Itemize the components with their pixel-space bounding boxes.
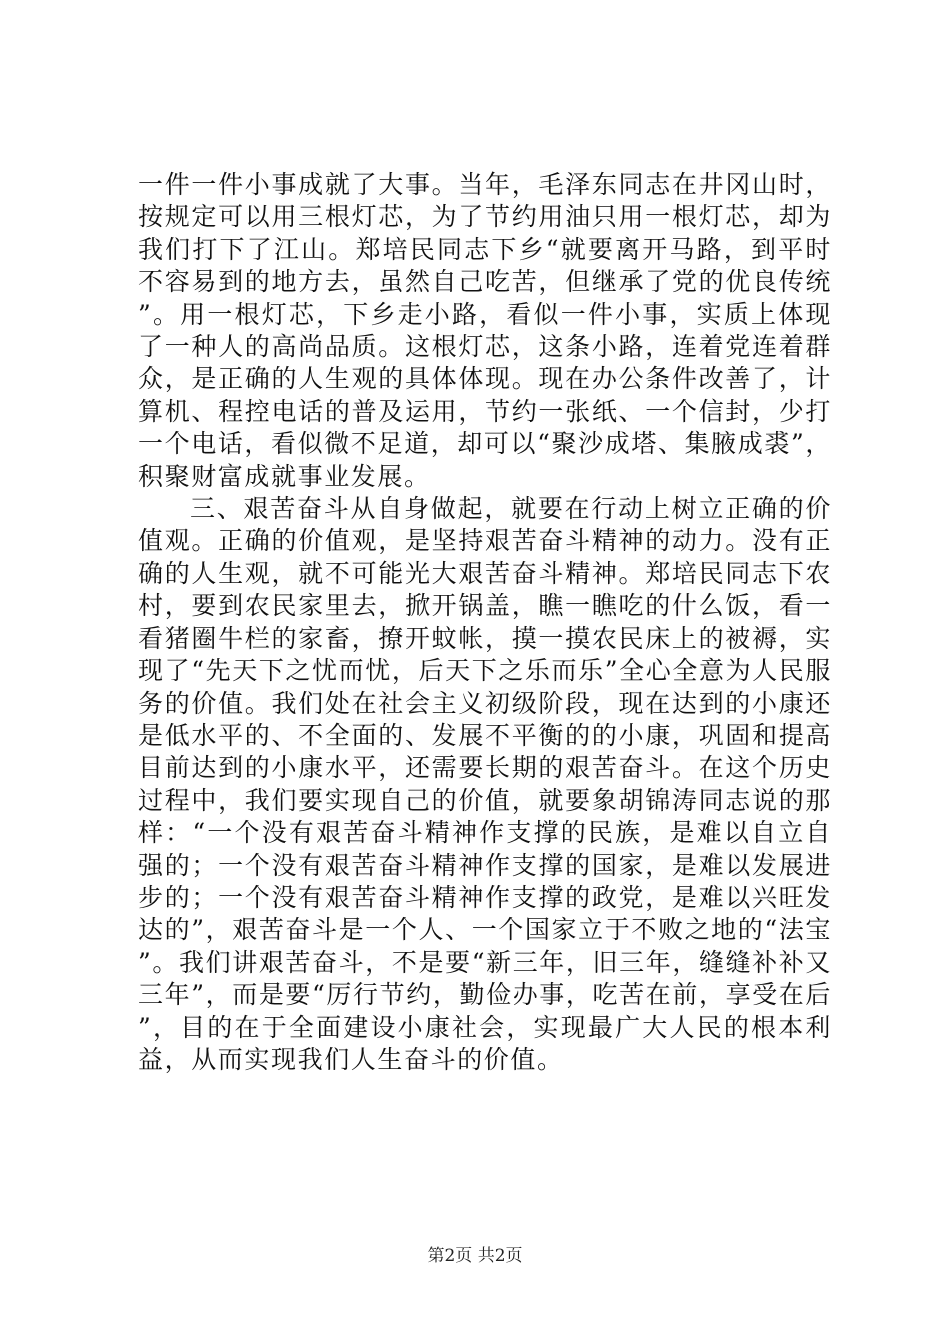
document-body — [138, 169, 832, 1076]
page-number-footer: 第2页 共2页 — [427, 1246, 523, 1266]
paragraph-2: 三、艰苦奋斗从自身做起，就要在行动上树立正确的价值观。正确的价值观，是坚持艰苦奋斗精神的动力。没有正确的人生观，就不可能光大艰苦奋斗精神。郑培民同志下农村，要到农民家里去，掀开锅盖，瞧一瞧吃的什么饭，看一看猪圈牛栏的家畜，撩开蚊帐，摸一摸农民床上的被褥，实现了“先天下之忧而忧，后天下之乐而乐”全心全意为人民服务的价值。我们处在社会主义初级阶段，现在达到的小康还是低水平的、不全面的、发展不平衡的的小康，巩固和提高目前达到的小康水平，还需要长期的艰苦奋斗。在这个历史过程中，我们要实现自己的价值，就要象胡锦涛同志说的那样：“一个没有艰苦奋斗精神作支撑的民族，是难以自立自强的；一个没有艰苦奋斗精神作支撑的国家，是难以发展进步的；一个没有艰苦奋斗精神作支撑的政党，是难以兴旺发达的”，艰苦奋斗是一个人、一个国家立于不败之地的“法宝”。我们讲艰苦奋斗，不是要“新三年，旧三年，缝缝补补又三年”，而是要“厉行节约，勤俭办事，吃苦在前，享受在后”，目的在于全面建设小康社会，实现最广大人民的根本利益，从而实现我们人生奋斗的价值。 — [138, 494, 832, 1074]
paragraph-1: 一件一件小事成就了大事。当年，毛泽东同志在井冈山时，按规定可以用三根灯芯，为了节约用油只用一根灯芯，却为我们打下了江山。郑培民同志下乡“就要离开马路，到平时不容易到的地方去，虽然自己吃苦，但继承了党的优良传统”。用一根灯芯，下乡走小路，看似一件小事，实质上体现了一种人的高尚品质。这根灯芯，这条小路，连着党连着群众，是正确的人生观的具体体现。现在办公条件改善了，计算机、程控电话的普及运用，节约一张纸、一个信封，少打一个电话，看似微不足道，却可以“聚沙成塔、集腋成裘”，积聚财富成就事业发展。 — [138, 170, 832, 491]
